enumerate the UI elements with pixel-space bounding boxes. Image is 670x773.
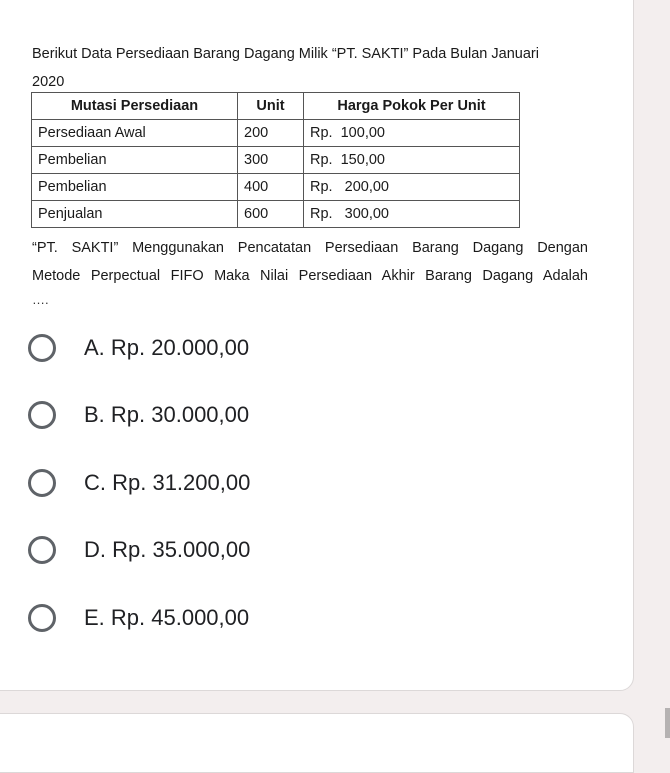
cell: Rp. 200,00	[304, 174, 520, 201]
table-row	[32, 201, 520, 228]
option-e[interactable]	[28, 600, 249, 636]
table-row	[32, 120, 520, 147]
cell: Rp. 300,00	[304, 201, 520, 228]
option-label: B. Rp. 30.000,00	[84, 402, 250, 427]
cell: 400	[238, 174, 304, 201]
option-c[interactable]	[28, 465, 250, 501]
intro-line-1: Berikut Data Persediaan Barang Dagang Milik “PT. SAKTI” Pada Bulan Januari	[32, 46, 539, 62]
option-label: E. Rp. 45.000,00	[84, 605, 250, 630]
table-header-row	[32, 93, 520, 120]
question-ellipsis: ….	[32, 292, 49, 307]
cell: 200	[238, 120, 304, 147]
option-a[interactable]	[28, 330, 249, 366]
cell: Pembelian	[32, 147, 238, 174]
cell: Persediaan Awal	[32, 120, 238, 147]
intro-line-2: 2020	[32, 74, 65, 90]
cell: 600	[238, 201, 304, 228]
cell: Rp. 100,00	[304, 120, 520, 147]
option-label: A. Rp. 20.000,00	[84, 335, 250, 360]
option-d[interactable]	[28, 532, 250, 568]
option-label: D. Rp. 35.000,00	[84, 537, 251, 562]
radio-icon[interactable]	[28, 536, 56, 564]
option-b[interactable]	[28, 397, 249, 433]
cell: Penjualan	[32, 201, 238, 228]
next-question-card	[0, 713, 634, 773]
question-body-line-1: “PT. SAKTI” Menggunakan Pencatatan Persediaan Barang Dagang Dengan	[32, 240, 588, 256]
header-mutasi: Mutasi Persediaan	[32, 93, 238, 120]
radio-icon[interactable]	[28, 604, 56, 632]
cell: Rp. 150,00	[304, 147, 520, 174]
table-row	[32, 174, 520, 201]
cell: 300	[238, 147, 304, 174]
inventory-table	[31, 92, 520, 228]
header-harga: Harga Pokok Per Unit	[304, 93, 520, 120]
question-intro	[32, 40, 592, 96]
header-unit: Unit	[238, 93, 304, 120]
radio-icon[interactable]	[28, 401, 56, 429]
option-label: C. Rp. 31.200,00	[84, 470, 251, 495]
radio-icon[interactable]	[28, 469, 56, 497]
table-row	[32, 147, 520, 174]
scrollbar[interactable]	[665, 708, 670, 738]
radio-icon[interactable]	[28, 334, 56, 362]
cell: Pembelian	[32, 174, 238, 201]
question-body-line-2: Metode Perpectual FIFO Maka Nilai Persediaan Akhir Barang Dagang Adalah	[32, 268, 588, 284]
